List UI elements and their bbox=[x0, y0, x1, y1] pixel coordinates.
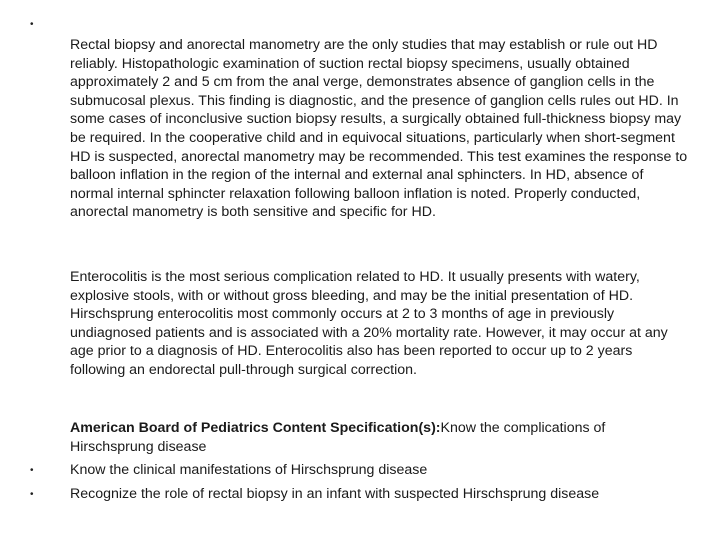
bullet-item-rectal-biopsy-role: Recognize the role of rectal biopsy in an infant with suspected Hirschsprung disease bbox=[70, 486, 600, 502]
enterocolitis-paragraph: Enterocolitis is the most serious complication related to HD. It usually presents with watery, explosive stools, with or without gross bleeding, and may be the initial presentation of HD. Hirschsprung enterocolitis most commonly occurs at 2 to 3 months of age in previously undiagnosed patients and is associated with a 20% mortality rate. However, it may occur at any age prior to a diagnosis of HD. Enterocolitis also has been reported to occur up to 2 years following an endorectal pull-through surgical correction. bbox=[70, 269, 668, 378]
content-specification bbox=[70, 419, 690, 456]
bullet-marker-2: • bbox=[30, 465, 34, 476]
bullet-marker-1: • bbox=[30, 19, 34, 30]
content-specification-label: American Board of Pediatrics Content Specification(s): bbox=[70, 420, 441, 436]
content-specification-text: Know the complications of Hirschsprung disease bbox=[70, 420, 606, 455]
bullet-item-clinical-manifestations: Know the clinical manifestations of Hirschsprung disease bbox=[70, 462, 428, 478]
rectal-biopsy-paragraph: Rectal biopsy and anorectal manometry are the only studies that may establish or rule out HD reliably. Histopathologic examination of suction rectal biopsy specimens, usually obtained approximately 2 and 5 cm from the anal verge, demonstrates absence of ganglion cells in the submucosal plexus. This finding is diagnostic, and the presence of ganglion cells rules out HD. In some cases of inconclusive suction biopsy results, a surgically obtained full-thickness biopsy may be required. In the cooperative child and in equivocal situations, particularly when short-segment HD is suspected, anorectal manometry may be recommended. This test examines the response to balloon inflation in the region of the internal and external anal sphincters. In HD, absence of normal internal sphincter relaxation following balloon inflation is noted. Properly conducted, anorectal manometry is both sensitive and specific for HD. bbox=[70, 37, 688, 221]
bullet-marker-3: • bbox=[30, 489, 34, 500]
